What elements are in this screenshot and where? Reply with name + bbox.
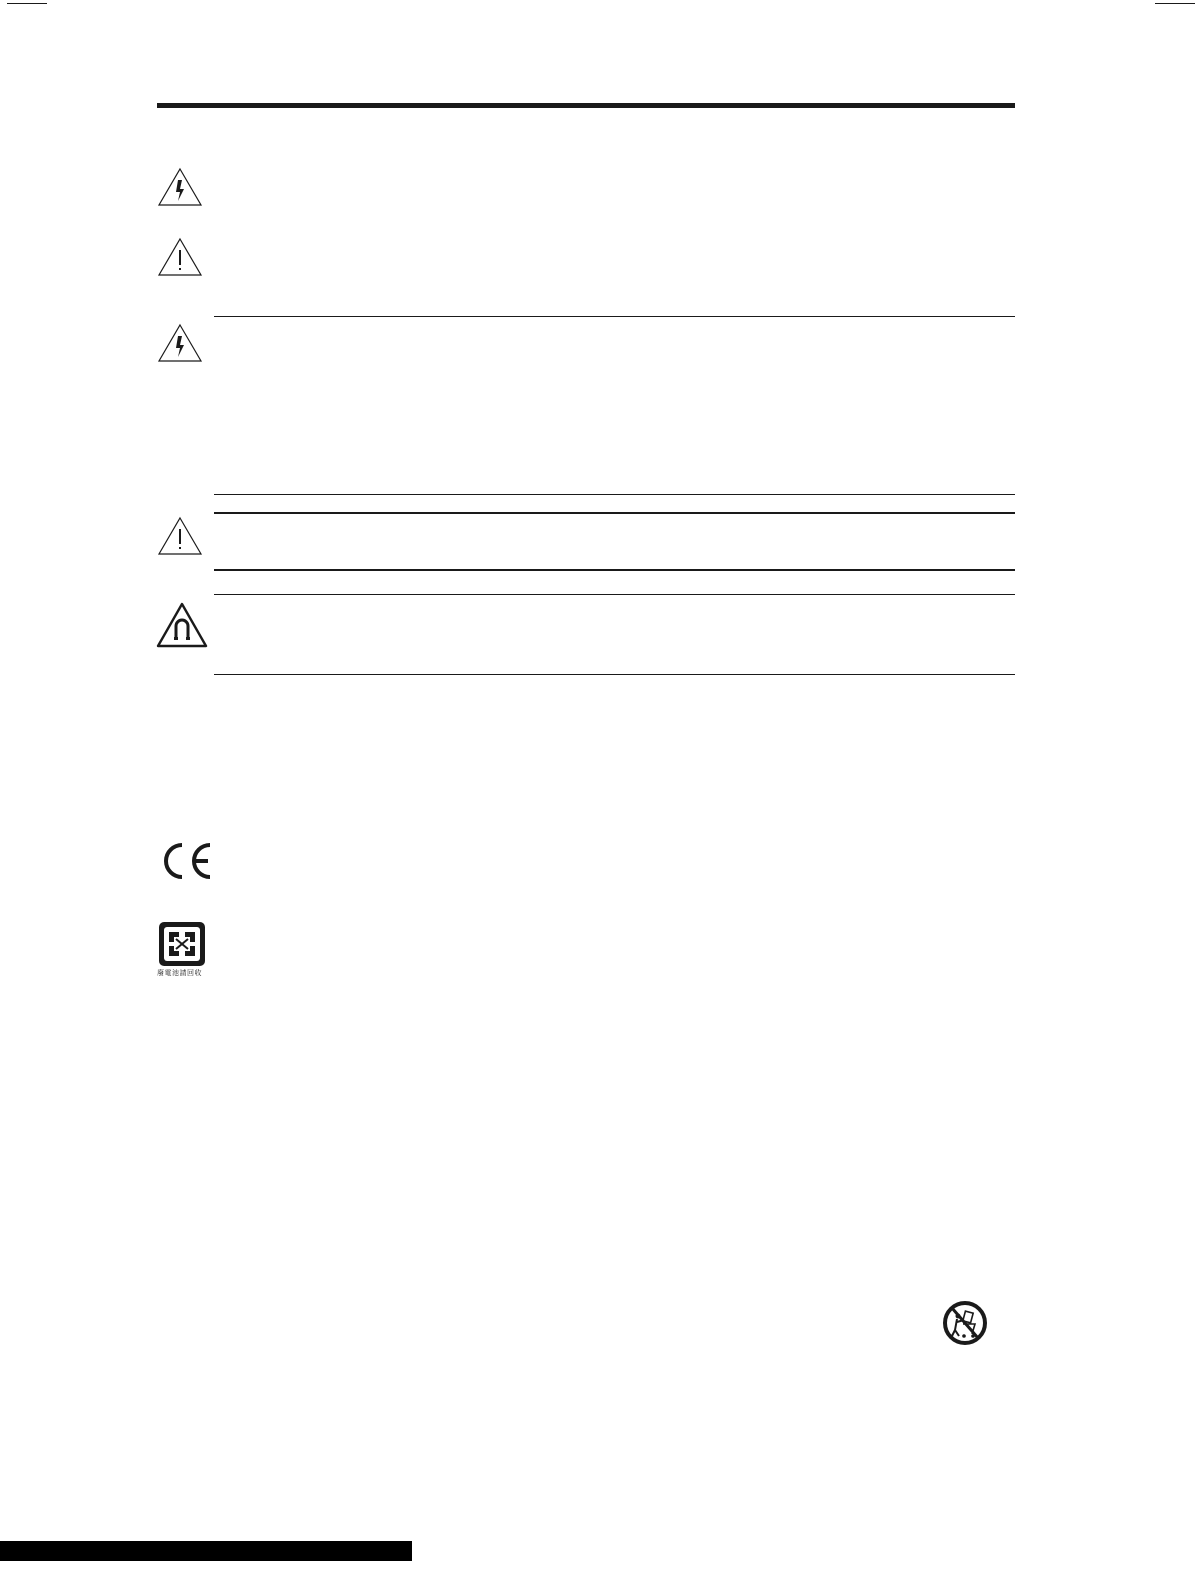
- ce-mark-icon: [158, 842, 214, 880]
- section-rule: [214, 512, 1015, 514]
- section-rule: [214, 594, 1015, 595]
- battery-recycle-icon: [157, 920, 207, 968]
- battery-recycle-caption: 廢電池請回收: [157, 969, 202, 977]
- crop-mark-top-left: [7, 3, 47, 4]
- section-rule: [214, 674, 1015, 675]
- cart-warning-icon: [942, 1300, 988, 1346]
- section-rule: [214, 569, 1015, 571]
- crop-mark-top-right: [1155, 3, 1195, 4]
- lightning-warning-icon: [157, 167, 203, 207]
- footer-bar: [0, 1541, 412, 1561]
- section-rule: [214, 494, 1015, 495]
- exclamation-warning-icon: [157, 516, 203, 556]
- header-rule: [157, 103, 1015, 108]
- section-rule: [214, 316, 1015, 317]
- magnet-warning-icon: [156, 602, 208, 648]
- exclamation-warning-icon: [157, 237, 203, 277]
- lightning-warning-icon: [157, 323, 203, 363]
